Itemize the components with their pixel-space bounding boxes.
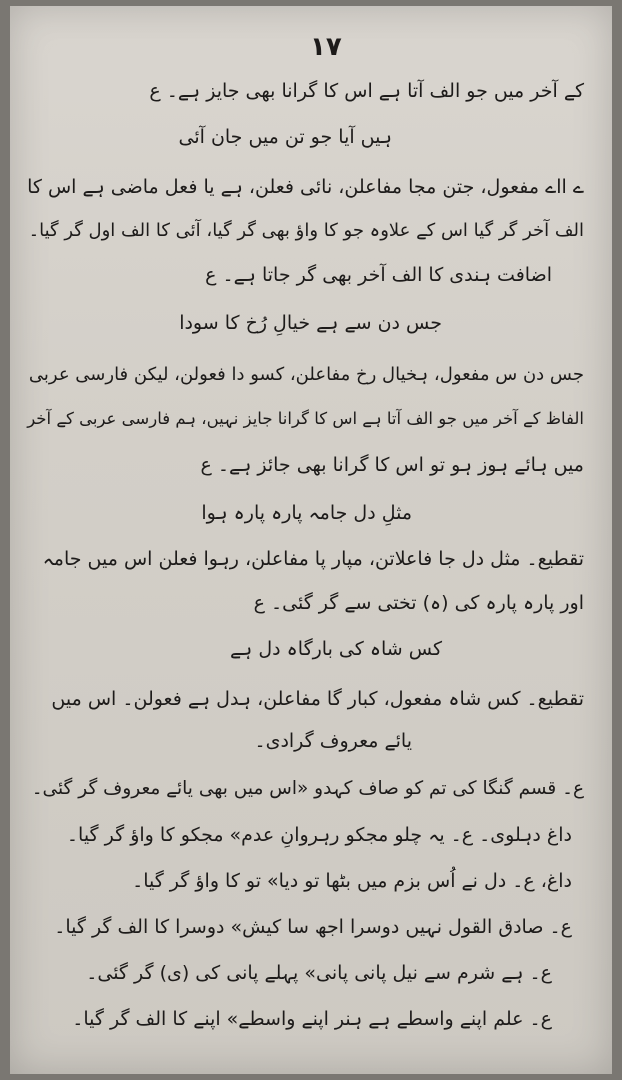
verse-line-4: کس شاہ کی بارگاہ دل ہے [230,638,442,660]
verse-line-3: مثلِ دل جامہ پارہ پارہ ہوا [201,502,412,524]
text-line-7: جس دن س مفعول، ہخیال رخ مفاعلن، کسو دا فعولن، لیکن فارسی عربی [28,364,584,385]
page-number: ١٧ [310,32,342,62]
text-line-1: کے آخر میں جو الف آتا ہے اس کا گرانا بھی جایز ہے۔ ع [149,80,584,102]
text-line-5: اضافت ہندی کا الف آخر بھی گر جاتا ہے۔ ع [205,264,552,286]
example-line-4: ع۔ صادق القول نہیں دوسرا اجھ سا کیش» دوسرا کا الف گر گیا۔ [54,916,572,938]
book-page [10,6,612,1074]
verse-line-2: جس دن سے ہے خیالِ رُخ کا سودا [179,312,442,334]
example-line-3: داغ، ع۔ دل نے اُس بزم میں بٹھا تو دیا» تو کا واؤ گر گیا۔ [132,870,572,892]
text-line-14: تقطیع۔ کس شاہ مفعول، کبار گا مفاعلن، ہدل ہے فعولن۔ اس میں [51,688,584,710]
text-line-9: میں ہائے ہوز ہو تو اس کا گرانا بھی جائز ہے۔ ع [200,454,584,476]
text-line-4: الف آخر گر گیا اس کے علاوہ جو کا واؤ بھی گر گیا، آئی کا الف اول گر گیا۔ [28,220,584,241]
example-line-6: ع۔ علم اپنے واسطے ہے ہنر اپنے واسطے» اپنے کا الف گر گیا۔ [72,1008,552,1030]
text-line-12: اور پارہ پارہ کی (ہ) تختی سے گر گئی۔ ع [253,592,584,614]
text-line-8: الفاظ کے آخر میں جو الف آتا ہے اس کا گرانا جایز نہیں، ہم فارسی عربی کے آخر [27,409,584,428]
text-line-11: تقطیع۔ مثل دل جا فاعلاتن، مپار پا مفاعلن، رہوا فعلن اس میں جامہ [42,548,584,570]
example-line-1: ع۔ قسم گنگا کی تم کو صاف کہدو «اس میں بھی یائے معروف گر گئی۔ [31,778,584,799]
text-line-15: یائے معروف گرادی۔ [254,730,412,752]
example-line-2: داغ دہلوی۔ ع۔ یہ چلو مجکو رہروانِ عدم» مجکو کا واؤ گر گیا۔ [66,824,572,846]
example-line-5: ع۔ ہے شرم سے نیل پانی پانی» پہلے پانی کی (ی) گر گئی۔ [86,962,552,984]
verse-line-1: ہیں آیا جو تن میں جان آئی [178,126,392,148]
text-line-3: ے ااے مفعول، جتن مجا مفاعلن، نائی فعلن، ہے یا فعل ماضی ہے اس کا [27,176,584,198]
